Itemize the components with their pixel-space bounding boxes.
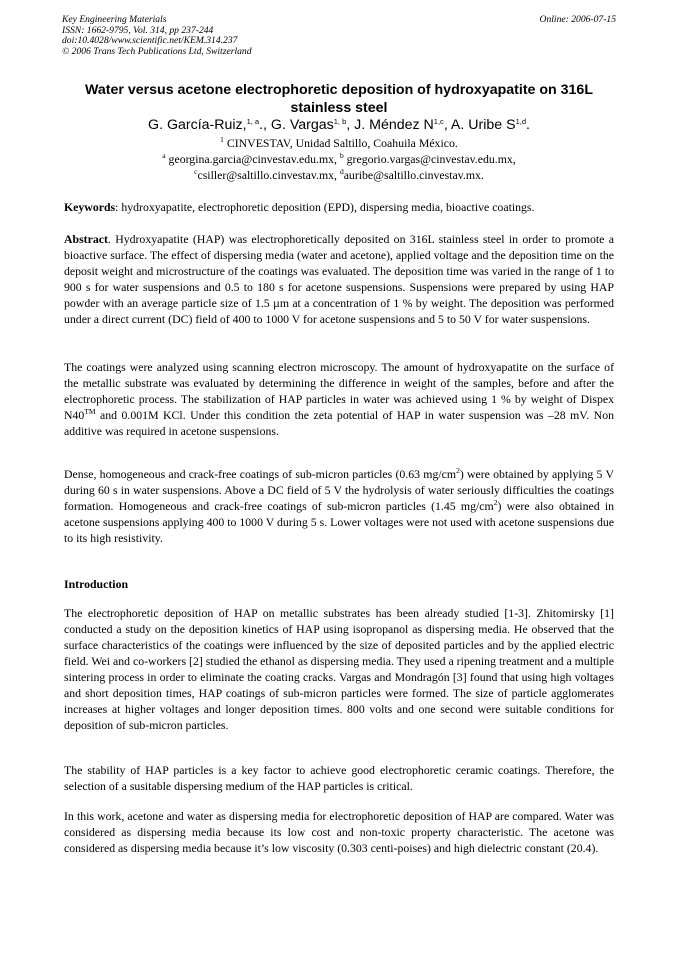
doi-line: doi:10.4028/www.scientific.net/KEM.314.237 [62, 35, 238, 47]
affiliation-text: CINVESTAV, Unidad Saltillo, Coahuila México. [223, 136, 458, 150]
author-sup: 1, a [246, 117, 260, 126]
email-sup: a [162, 151, 166, 160]
abstract-text: and 0.001M KCl. Under this condition the zeta potential of HAP in water suspension was –28 mV. Non additive was required in acetone suspensions. [64, 408, 614, 438]
email-c[interactable]: csiller@saltillo.cinvestav.mx, [197, 168, 340, 182]
email-a[interactable]: georgina.garcia@cinvestav.edu.mx, [165, 152, 340, 166]
abstract-paragraph-3 [64, 466, 614, 546]
author-sup: 1,d [515, 117, 527, 126]
abstract-text: The coatings were analyzed using scanning electron microscopy. The amount of hydroxyapatite on the surface of the metallic substrate was evaluated by determining the difference in weight of the samples, before and after the electrophoretic process. The stabilization of HAP particles in water was achieved using 1 % by weight of Dispex N40 [64, 360, 614, 422]
email-d[interactable]: auribe@saltillo.cinvestav.mx. [343, 168, 484, 182]
author-text: ., G. Vargas [259, 117, 334, 133]
abstract-text: . Hydroxyapatite (HAP) was electrophoretically deposited on 316L stainless steel in order to promote a bioactive surface. The effect of dispersing media (water and acetone), applied voltage and the deposition time on the deposit weight and microstructure of the coatings was evaluated. The deposition time was varied in the range of 1 to 900 s for water suspensions and 0.5 to 180 s for acetone suspensions. Suspensions were prepared by using HAP powder with an average particle size of 1.5 µm at a concentration of 1 % by weight. The deposition was performed under a direct current (DC) field of 400 to 1000 V for acetone suspensions and 5 to 50 V for water suspensions. [64, 232, 614, 326]
author-sup: 1, b [333, 117, 347, 126]
affiliation-sup: 1 [220, 135, 224, 144]
abstract-text: ) were obtained by applying 5 V during 60 s in water suspensions. Above a DC field of 5 V the hydrolysis of water seriously difficulties the coatings formation. Homogeneous and crack-free coatings of sub-micron particles (1.45 mg/cm [64, 467, 614, 513]
author-list [62, 116, 616, 134]
keywords-text: : hydroxyapatite, electrophoretic deposition (EPD), dispersing media, bioactive coatings. [115, 200, 535, 214]
issn-line: ISSN: 1662-9795, Vol. 314, pp 237-244 [62, 24, 214, 36]
journal-name: Key Engineering Materials [62, 14, 167, 25]
author-text: , J. Méndez N [346, 117, 434, 133]
email-sup: b [339, 151, 344, 160]
keywords-paragraph [64, 199, 614, 215]
online-date: Online: 2006-07-15 [539, 14, 616, 25]
email-sup: c [194, 167, 198, 176]
email-sup: d [339, 167, 344, 176]
affiliation-line [62, 135, 616, 151]
abstract-paragraph-1 [64, 231, 614, 327]
email-line [62, 151, 616, 167]
paper-title: Water versus acetone electrophoretic deposition of hydroxyapatite on 316L stainless steel [85, 82, 593, 116]
email-line [62, 167, 616, 183]
intro-paragraph-3: In this work, acetone and water as dispersing media for electrophoretic deposition of HAP are compared. Water was considered as dispersing media because its low cost and non-toxic property characteristic. The acetone was considered as dispersing media because it’s low viscosity (0.303 centi-poises) and high dielectric constant (20.4). [64, 809, 614, 855]
introduction-heading: Introduction [64, 577, 129, 591]
author-text: , A. Uribe S [443, 117, 516, 133]
abstract-text: Dense, homogeneous and crack-free coatings of sub-micron particles (0.63 mg/cm [64, 467, 457, 481]
intro-paragraph-1: The electrophoretic deposition of HAP on metallic substrates has been already studied [1-3]. Zhitomirsky [1] conducted a study on the deposition kinetics of HAP using isopropanol as dispersing media. He observed that the surface characteristics of the coatings were influenced by the size of deposited particles and by the applied electric field. Wei and co-workers [2] studied the ethanol as dispersing media. They used a ripening treatment and a multiple sintering process in order to eliminate the coating cracks. Vargas and Mondragón [3] found that using high voltages and short deposition times, HAP coatings of sub-micron particles were formed. The size of particle agglomerates increases at higher voltages and longer deposition times. 800 volts and one second were suitable conditions for deposition of sub-micron particles. [64, 606, 614, 732]
unit-sup: 2 [493, 498, 498, 507]
abstract-label: Abstract [64, 232, 108, 246]
abstract-text: ) were also obtained in acetone suspensions applying 400 to 1000 V during 5 s. Lower voltages were not used with acetone suspensions due to its high resistivity. [64, 499, 615, 545]
copyright-line: © 2006 Trans Tech Publications Ltd, Switzerland [62, 45, 252, 57]
journal-header [62, 15, 616, 57]
author-text: . [526, 117, 530, 133]
unit-sup: 2 [456, 466, 460, 475]
abstract-paragraph-2 [64, 359, 614, 439]
keywords-label: Keywords [64, 200, 116, 214]
email-b[interactable]: gregorio.vargas@cinvestav.edu.mx, [343, 152, 516, 166]
author-sup: 1,c [433, 117, 444, 126]
intro-paragraph-2: The stability of HAP particles is a key factor to achieve good electrophoretic ceramic coatings. Therefore, the selection of a susitable dispersing medium of the HAP particles is critical. [64, 763, 614, 793]
trademark-sup: TM [84, 407, 96, 416]
author-text: G. García-Ruiz, [148, 117, 247, 133]
affiliations [62, 135, 616, 183]
